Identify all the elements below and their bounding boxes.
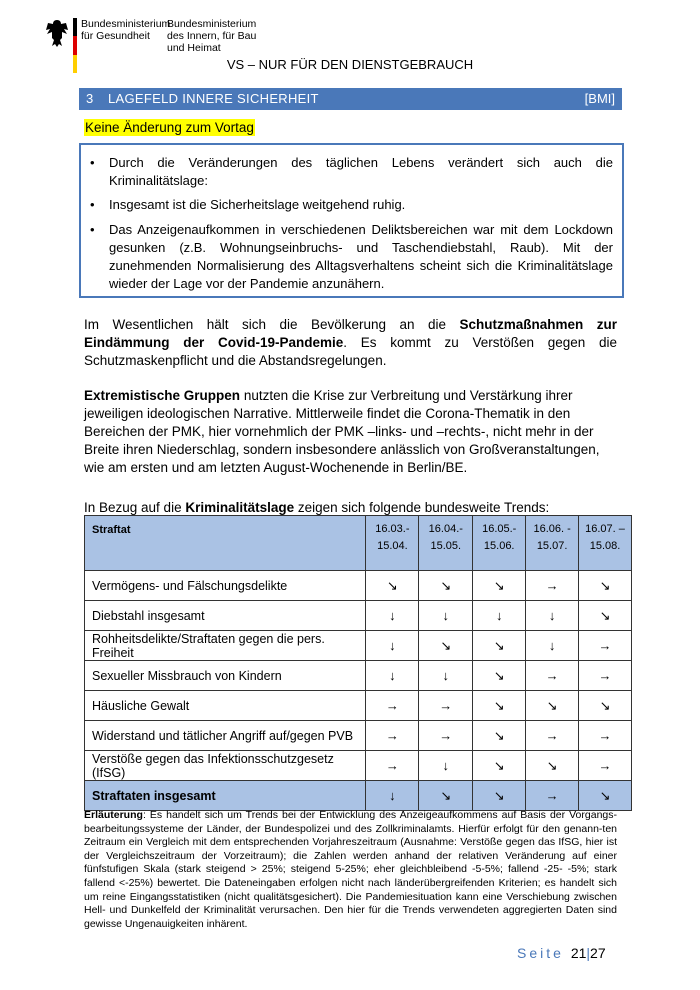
- classification-label: VS – NUR FÜR DEN DIENSTGEBRAUCH: [226, 57, 474, 72]
- trend-arrow-icon: ↘: [366, 571, 419, 601]
- paragraph-measures: Im Wesentlichen hält sich die Bevölkerung an die Schutzmaßnahmen zur Eindämmung der Covid-19-Pandemie. Es kommt zu Verstößen gegen die Schutzmaskenpflicht und die Abstandsregelungen.: [84, 317, 618, 368]
- bullet-item: • Das Anzeigenaufkommen in verschiedenen Deliktsbereichen war mit dem Lockdown gesunken (z.B. Wohnungseinbruchs- und Taschendiebstahl, Raub). Mit der zunehmenden Normalisierung des Alltagsverhaltens scheint sich die Kriminalitätslage wieder der Lage vor der Pandemie anzunähern.: [90, 222, 613, 291]
- trend-arrow-icon: →: [526, 781, 579, 811]
- row-label: Häusliche Gewalt: [85, 691, 366, 721]
- trend-arrow-icon: ↘: [579, 691, 632, 721]
- trend-arrow-icon: →: [366, 691, 419, 721]
- federal-eagle-logo: [44, 18, 70, 48]
- table-row: [85, 571, 632, 601]
- trend-arrow-icon: →: [579, 631, 632, 661]
- row-label: Vermögens- und Fälschungsdelikte: [85, 571, 366, 601]
- trend-arrow-icon: ↓: [366, 781, 419, 811]
- trend-arrow-icon: ↘: [579, 601, 632, 631]
- header-category: Straftat: [85, 516, 366, 571]
- trend-arrow-icon: →: [419, 691, 473, 721]
- trend-arrow-icon: →: [366, 751, 419, 781]
- status-highlight: Keine Änderung zum Vortag: [85, 120, 254, 135]
- trend-arrow-icon: ↘: [526, 691, 579, 721]
- row-label: Straftaten insgesamt: [85, 781, 366, 811]
- table-row: [85, 691, 632, 721]
- row-label: Verstöße gegen das Infektionsschutzgesetz (IfSG): [85, 751, 366, 781]
- trend-arrow-icon: ↓: [419, 601, 473, 631]
- trend-arrow-icon: ↓: [366, 661, 419, 691]
- trend-arrow-icon: ↓: [419, 751, 473, 781]
- row-label: Rohheitsdelikte/Straftaten gegen die pers. Freiheit: [85, 631, 366, 661]
- trend-arrow-icon: ↘: [473, 691, 526, 721]
- header-period: 16.03.- 15.04.: [366, 516, 419, 571]
- trend-arrow-icon: →: [526, 721, 579, 751]
- table-header-row: [85, 516, 632, 571]
- trend-arrow-icon: →: [366, 721, 419, 751]
- trend-arrow-icon: ↘: [473, 571, 526, 601]
- section-title: LAGEFELD INNERE SICHERHEIT: [108, 91, 319, 106]
- table-intro: In Bezug auf die Kriminalitätslage zeigen sich folgende bundesweite Trends:: [84, 500, 550, 515]
- trend-arrow-icon: ↓: [473, 601, 526, 631]
- section-tag: [BMI]: [584, 91, 615, 106]
- section-header: [79, 88, 622, 110]
- trend-arrow-icon: ↓: [526, 631, 579, 661]
- trend-arrow-icon: →: [579, 751, 632, 781]
- bullet-item: • Insgesamt ist die Sicherheitslage weitgehend ruhig.: [90, 197, 406, 212]
- bullet-item: • Durch die Veränderungen des täglichen Lebens verändert sich auch die Kriminalitätslage:: [90, 155, 613, 188]
- trend-arrow-icon: ↘: [419, 631, 473, 661]
- header-period: 16.07. – 15.08.: [579, 516, 632, 571]
- trend-arrow-icon: ↘: [419, 781, 473, 811]
- table-row: [85, 601, 632, 631]
- trend-arrow-icon: ↓: [526, 601, 579, 631]
- row-label: Widerstand und tätlicher Angriff auf/gegen PVB: [85, 721, 366, 751]
- table-row: [85, 751, 632, 781]
- trend-arrow-icon: ↘: [473, 781, 526, 811]
- summary-box: [79, 143, 624, 298]
- bullet-icon: •: [90, 222, 95, 237]
- bullet-icon: •: [90, 155, 95, 170]
- trend-arrow-icon: ↘: [579, 571, 632, 601]
- header-period: 16.05.- 15.06.: [473, 516, 526, 571]
- trend-arrow-icon: →: [419, 721, 473, 751]
- trend-arrow-icon: →: [579, 721, 632, 751]
- trend-arrow-icon: ↓: [366, 601, 419, 631]
- explanation-note: Erläuterung: Es handelt sich um Trends bei der Entwicklung des Anzeigeaufkommens auf Basis der Vorgangs-bearbeitungssysteme der Länder, der Bundespolizei und des Zollkriminalamts. Hierfür erfolgt für den genann-ten Zeitraum ein Vergleich mit dem entsprechenden Vorjahreszeitraum (Ausnahme: Verstöße gegen das IfSG, hier ist der Vergleichszeitraum der Vorzeitraum); die Zahlen werden anhand der relativen Veränderung auf einer fünfstufigen Skala (stark steigend > 25%; steigend 5-25%; eher gleichbleibend -5-5%; fallend -25- -5%; stark fallend <-25%) bewertet. Die Dateneingaben erfolgen nicht nach länderübergreifenden Kriterien; es handelt sich um reine Eingangsstatistiken (nicht qualitätsgesichert). Die Pandemiesituation kann eine Verschiebung zwischen Hell- und Dunkelfeld der Kriminalität verursachen. Den hier für die Trends verwendeten aggregierten Daten sind gewisse Ungenauigkeiten inhärent.: [84, 809, 617, 930]
- trend-arrow-icon: ↘: [579, 781, 632, 811]
- trend-arrow-icon: ↓: [419, 661, 473, 691]
- trend-arrow-icon: ↘: [473, 751, 526, 781]
- page-number: Seite 21|27: [517, 945, 606, 961]
- ministry-interior-name: Bundesministerium des Innern, für Bau und Heimat: [167, 18, 257, 54]
- bullet-icon: •: [90, 197, 95, 212]
- trend-arrow-icon: →: [579, 661, 632, 691]
- ministry-health-name: Bundesministerium für Gesundheit: [81, 18, 171, 42]
- table-total-row: [85, 781, 632, 811]
- trend-arrow-icon: ↘: [419, 571, 473, 601]
- table-row: [85, 721, 632, 751]
- row-label: Sexueller Missbrauch von Kindern: [85, 661, 366, 691]
- trend-arrow-icon: →: [526, 571, 579, 601]
- header-period: 16.04.- 15.05.: [419, 516, 473, 571]
- paragraph-extremists: Extremistische Gruppen nutzten die Krise zur Verbreitung und Verstärkung ihrer jeweiligen ideologischen Narrative. Mittlerweile findet die Corona-Thematik in den Bereichen der PMK, hier vornehmlich der PMK –links- und –rechts-, nicht mehr in der Breite ihren Niederschlag, sondern insbesondere anlässlich von Großveranstaltungen, wie am ersten und am letzten August-Wochenende in Berlin/BE.: [84, 388, 600, 475]
- table-row: [85, 631, 632, 661]
- header-period: 16.06. - 15.07.: [526, 516, 579, 571]
- row-label: Diebstahl insgesamt: [85, 601, 366, 631]
- trend-arrow-icon: →: [526, 661, 579, 691]
- trend-arrow-icon: ↘: [526, 751, 579, 781]
- trend-arrow-icon: ↓: [366, 631, 419, 661]
- crime-trends-table: [84, 515, 632, 811]
- section-number: 3: [86, 91, 94, 106]
- table-row: [85, 661, 632, 691]
- trend-arrow-icon: ↘: [473, 631, 526, 661]
- trend-arrow-icon: ↘: [473, 661, 526, 691]
- trend-arrow-icon: ↘: [473, 721, 526, 751]
